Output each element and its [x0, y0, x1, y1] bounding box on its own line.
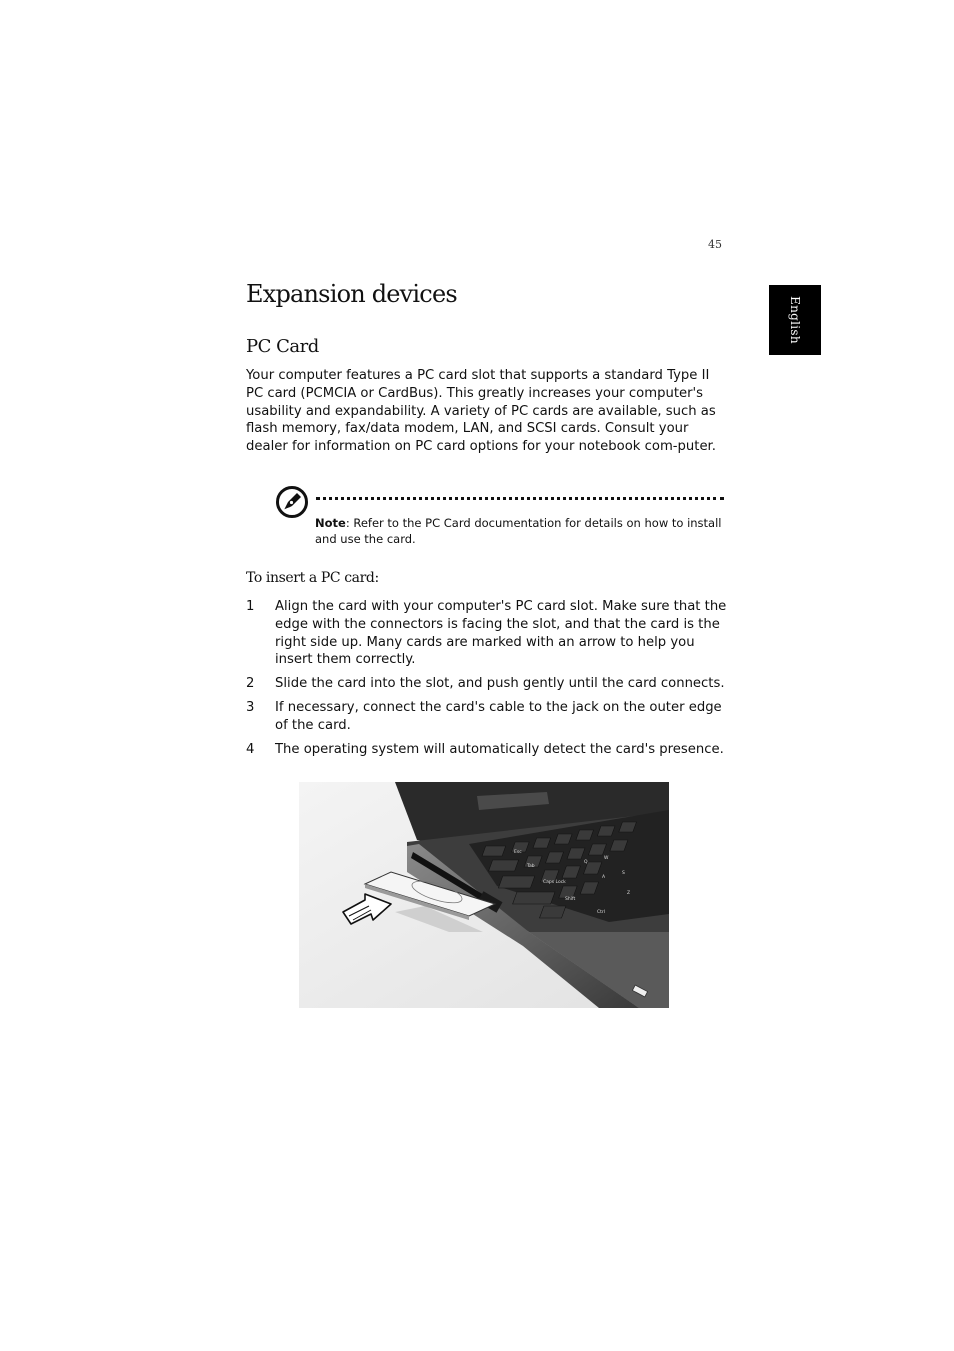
key-label: Ctrl: [597, 910, 606, 915]
step-text: The operating system will automatically detect the card's presence.: [275, 741, 724, 757]
key-label: Shift: [565, 897, 576, 902]
note-text: [315, 515, 723, 547]
step-number: 4: [246, 741, 255, 757]
key-label: W: [604, 856, 609, 861]
step-number: 1: [246, 599, 255, 614]
language-tab-label: English: [788, 296, 802, 344]
language-tab: [769, 285, 821, 355]
step-number: 2: [246, 676, 255, 692]
step-text: Slide the card into the slot, and push gently until the card connects.: [275, 676, 725, 692]
section-title: PC Card: [246, 336, 319, 357]
step-text: Align the card with your computer's PC card slot. Make sure that the edge with the connectors is facing the slot, and that the card is the right side up. Many cards are marked with an arrow to help you insert them correctly.: [275, 599, 727, 668]
key-label: A: [602, 875, 606, 880]
page-title: Expansion devices: [246, 280, 457, 308]
procedure-steps: [246, 598, 728, 764]
key-label: Esc: [514, 850, 522, 855]
key-label: Q: [584, 860, 588, 865]
step-item: [246, 699, 728, 735]
step-item: [246, 741, 728, 759]
key-label: Tab: [527, 864, 535, 869]
note-pen-icon: [275, 485, 309, 519]
note-label: Note: [315, 516, 346, 530]
key-label: Z: [627, 891, 631, 896]
note-body: : Refer to the PC Card documentation for details on how to install and use the card.: [315, 516, 722, 546]
step-item: [246, 598, 728, 669]
page-number: 45: [708, 238, 722, 251]
procedure-title: To insert a PC card:: [246, 570, 379, 586]
step-item: [246, 675, 728, 693]
key-label: S: [622, 871, 625, 876]
step-text: If necessary, connect the card's cable to the jack on the outer edge of the card.: [275, 699, 722, 733]
note-divider: [316, 497, 724, 500]
pc-card-insertion-illustration: [299, 782, 669, 1008]
key-label: Caps Lock: [543, 880, 566, 885]
section-paragraph: Your computer features a PC card slot that supports a standard Type II PC card (PCMCIA or CardBus). This greatly increases your computer's usability and expandability. A variety of PC cards are available, such as flash memory, fax/data modem, LAN, and SCSI cards. Consult your dealer for information on PC card options for your notebook com-puter.: [246, 368, 716, 455]
step-number: 3: [246, 699, 255, 715]
